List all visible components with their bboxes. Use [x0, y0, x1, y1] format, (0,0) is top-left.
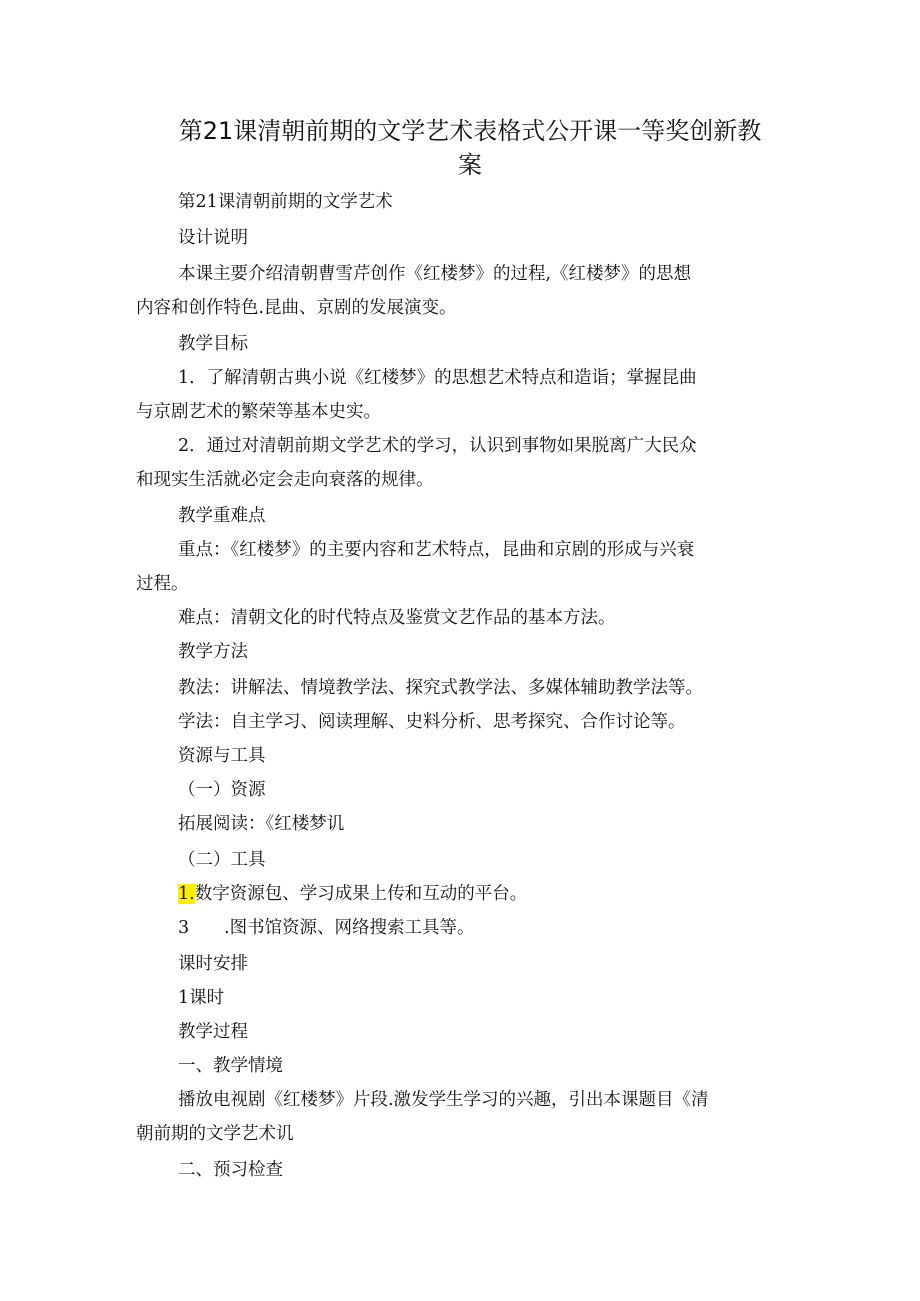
- process-heading: 教学过程: [178, 1022, 248, 1042]
- tool-item-1-text: 数字资源包、学习成果上传和互动的平台。: [194, 884, 528, 904]
- goal-2-line-1: 2．通过对清朝前期文学艺术的学习，认识到事物如果脱离广大民众: [178, 436, 697, 456]
- resource-subheading-2: （二）工具: [178, 850, 266, 870]
- method-heading: 教学方法: [178, 642, 248, 662]
- document-title-line-1: 第21课清朝前期的文学艺术表格式公开课一等奖创新教: [178, 117, 762, 145]
- key-point-line-1: 重点：《红楼梦》的主要内容和艺术特点，昆曲和京剧的形成与兴衰: [178, 540, 695, 560]
- teaching-method: 教法：讲解法、情境教学法、探究式教学法、多媒体辅助教学法等。: [178, 678, 703, 698]
- design-paragraph-line-1: 本课主要介绍清朝曹雪芹创作《红楼梦》的过程,《红楼梦》的思想: [178, 264, 692, 284]
- step-1-heading: 一、教学情境: [178, 1056, 283, 1076]
- step-1-line-2: 朝前期的文学艺术讥: [136, 1124, 294, 1144]
- goal-1-line-2: 与京剧艺术的繁荣等基本史实。: [136, 402, 381, 422]
- step-1-line-1: 播放电视剧《红楼梦》片段.激发学生学习的兴趣，引出本课题目《清: [178, 1090, 709, 1110]
- tool-item-1: [178, 880, 527, 905]
- schedule-heading: 课时安排: [178, 954, 248, 974]
- design-paragraph-line-2: 内容和创作特色.昆曲、京剧的发展演变。: [136, 298, 457, 318]
- design-heading: 设计说明: [178, 228, 248, 248]
- tool-item-2-number: 3: [178, 918, 190, 938]
- lesson-subtitle: 第21课清朝前期的文学艺术: [178, 192, 393, 212]
- schedule-value: 1课时: [178, 988, 225, 1008]
- step-2-heading: 二、预习检查: [178, 1160, 283, 1180]
- goals-heading: 教学目标: [178, 334, 248, 354]
- tool-item-1-number-highlight: 1.: [178, 884, 195, 904]
- extended-reading: 拓展阅读：《红楼梦讥: [178, 814, 345, 834]
- resource-subheading-1: （一）资源: [178, 780, 266, 800]
- tool-item-2: [178, 914, 475, 939]
- difficulty-text: 难点：清朝文化的时代特点及鉴赏文艺作品的基本方法。: [178, 608, 616, 628]
- resource-heading: 资源与工具: [178, 746, 266, 766]
- document-title-line-2: 案: [458, 151, 482, 179]
- tool-item-2-text: .图书馆资源、网络搜索工具等。: [224, 918, 475, 938]
- key-points-heading: 教学重难点: [178, 506, 266, 526]
- goal-2-line-2: 和现实生活就必定会走向衰落的规律。: [136, 470, 434, 490]
- key-point-line-2: 过程。: [136, 574, 189, 594]
- learning-method: 学法：自主学习、阅读理解、史料分析、思考探究、合作讨论等。: [178, 712, 686, 732]
- goal-1-line-1: 1．了解清朝古典小说《红楼梦》的思想艺术特点和造诣；掌握昆曲: [178, 368, 697, 388]
